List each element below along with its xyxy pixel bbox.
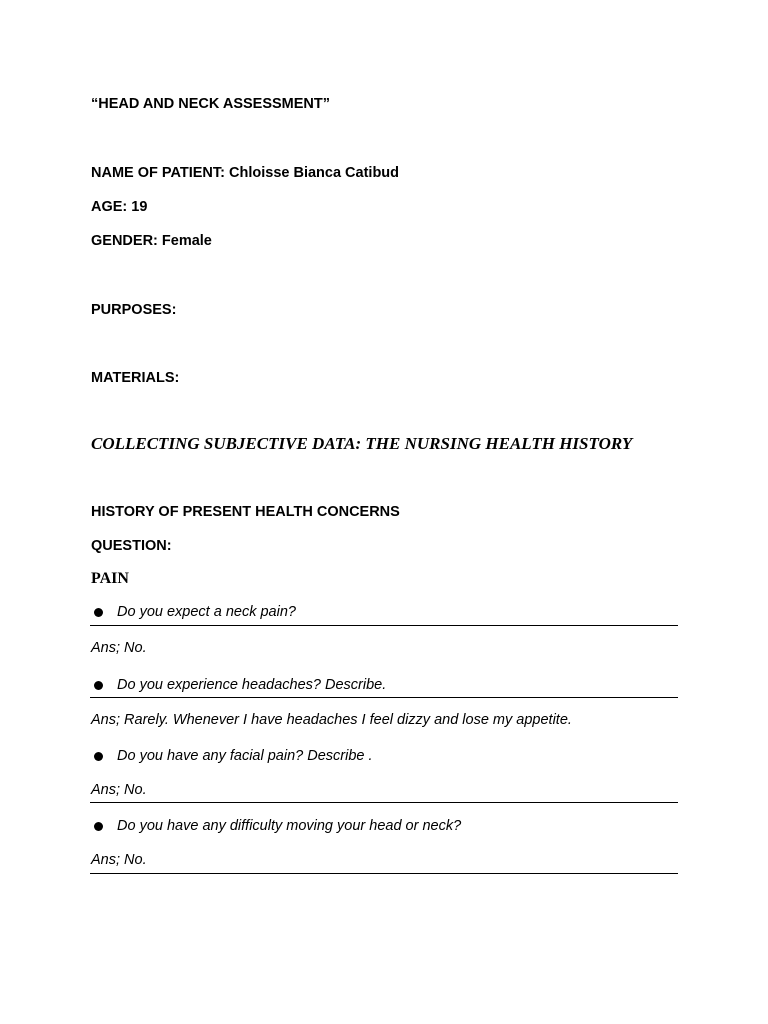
answer-1: Ans; No. [91, 640, 147, 656]
section-title: COLLECTING SUBJECTIVE DATA: THE NURSING HEALTH HISTORY [91, 434, 633, 453]
materials-heading: MATERIALS: [91, 370, 180, 386]
document-title: “HEAD AND NECK ASSESSMENT” [91, 96, 331, 112]
question-label: QUESTION: [91, 538, 172, 554]
bullet-icon [94, 608, 103, 617]
divider [90, 873, 678, 874]
bullet-icon [94, 681, 103, 690]
bullet-icon [94, 752, 103, 761]
answer-2: Ans; Rarely. Whenever I have headaches I feel dizzy and lose my appetite. [91, 712, 572, 728]
question-1: Do you expect a neck pain? [117, 604, 296, 620]
subsection-heading: HISTORY OF PRESENT HEALTH CONCERNS [91, 504, 400, 520]
patient-age: AGE: 19 [91, 199, 148, 215]
question-3: Do you have any facial pain? Describe . [117, 748, 373, 764]
category-heading: PAIN [91, 570, 129, 587]
bullet-icon [94, 822, 103, 831]
answer-3: Ans; No. [91, 782, 147, 798]
divider [90, 625, 678, 626]
question-4: Do you have any difficulty moving your head or neck? [117, 818, 462, 834]
patient-gender: GENDER: Female [91, 233, 212, 249]
purposes-heading: PURPOSES: [91, 302, 177, 318]
divider [90, 802, 678, 803]
divider [90, 697, 678, 698]
patient-name: NAME OF PATIENT: Chloisse Bianca Catibud [91, 165, 400, 181]
question-2: Do you experience headaches? Describe. [117, 677, 387, 693]
answer-4: Ans; No. [91, 852, 147, 868]
